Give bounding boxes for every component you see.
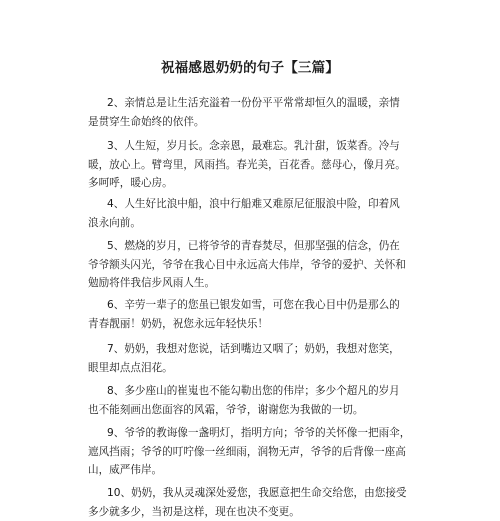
- paragraph-line: 2、亲情总是让生活充溢着一份份平平常常却恒久的温暖，亲情: [88, 94, 418, 113]
- paragraph-line: 眼里却点点泪花。: [88, 359, 418, 378]
- paragraph-line: 山，威严伟岸。: [88, 461, 418, 480]
- paragraph-line: 遮风挡雨；爷爷的叮咛像一丝细雨，润物无声，爷爷的后背像一座高: [88, 443, 418, 462]
- paragraph: [88, 340, 418, 377]
- paragraph-line: 6、辛劳一辈子的您虽已银发如雪，可您在我心目中仍是那么的: [88, 296, 418, 315]
- paragraph-line: 爷爷额头闪光，爷爷在我心目中永远高大伟岸，爷爷的爱护、关怀和: [88, 256, 418, 275]
- paragraph: [88, 237, 418, 293]
- paragraph: [88, 94, 418, 131]
- paragraph: [88, 382, 418, 419]
- paragraph-line: 多呵呼，暖心房。: [88, 174, 418, 193]
- paragraph-line: 青春靓丽！奶奶，祝您永远年轻快乐！: [88, 315, 418, 334]
- page-title: 祝福感恩奶奶的句子【三篇】: [0, 59, 500, 77]
- paragraph-line: 3、人生短，岁月长。念亲恩，最难忘。乳汁甜，饭菜香。冷与: [88, 137, 418, 156]
- paragraph-line: 多少就多少，当初是这样，现在也决不变更。: [88, 503, 418, 521]
- paragraph-line: 暖，放心上。臂弯里，风雨挡。春光美，百花香。慈母心，像月亮。: [88, 156, 418, 175]
- paragraph: [88, 424, 418, 480]
- paragraph-line: 7、奶奶，我想对您说，话到嘴边又咽了；奶奶，我想对您笑，: [88, 340, 418, 359]
- paragraph-line: 10、奶奶，我从灵魂深处爱您，我愿意把生命交给您，由您接受: [88, 484, 418, 503]
- paragraph: [88, 484, 418, 521]
- paragraph: [88, 137, 418, 193]
- paragraph-line: 也不能刻画出您面容的风霜，爷爷，谢谢您为我做的一切。: [88, 401, 418, 420]
- paragraph-line: 5、燃烧的岁月，已将爷爷的青春焚尽，但那坚强的信念，仍在: [88, 237, 418, 256]
- paragraph-line: 是贯穿生命始终的依伴。: [88, 113, 418, 132]
- paragraph-line: 浪永向前。: [88, 214, 418, 233]
- paragraph: [88, 195, 418, 232]
- paragraph-line: 4、人生好比浪中船，浪中行船难又难原尼征服浪中险，印着风: [88, 195, 418, 214]
- paragraph-line: 8、多少座山的崔嵬也不能勾勒出您的伟岸；多少个超凡的岁月: [88, 382, 418, 401]
- paragraph: [88, 296, 418, 333]
- paragraph-line: 勉励将伴我信步风雨人生。: [88, 274, 418, 293]
- paragraph-line: 9、爷爷的教诲像一盏明灯，指明方向；爷爷的关怀像一把雨伞，: [88, 424, 418, 443]
